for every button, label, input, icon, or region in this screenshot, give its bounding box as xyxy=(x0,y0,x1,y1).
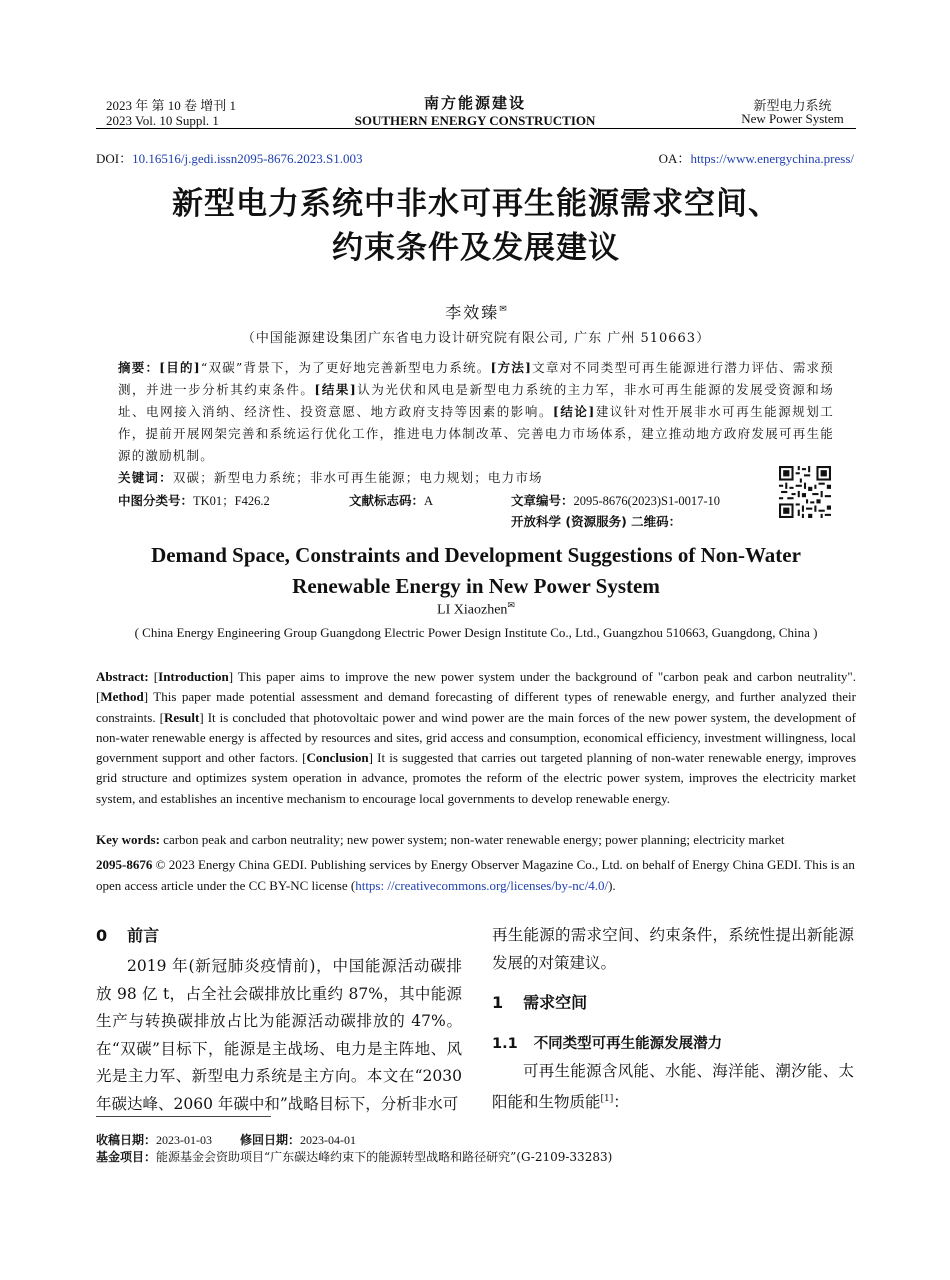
keywords-en-label: Key words: xyxy=(96,832,160,847)
abstract-en-intro: This paper aims to improve the new power system under the background of "carbon peak and carbon neutrality". xyxy=(233,669,856,684)
clc-value: TK01；F426.2 xyxy=(193,494,270,508)
doc-code-label: 文献标志码： xyxy=(349,493,425,508)
abstract-cn-conclusion: 建议针对性开展非水可再生能源规划工作，提前开展网架完善和系统运行优化工作，推进电力体制改革、完善电力市场体系，建立推动地方政府发展可再生能源的激励机制。 xyxy=(118,404,834,463)
received-label: 收稿日期： xyxy=(96,1133,157,1147)
doi-line xyxy=(96,148,363,167)
abstract-cn xyxy=(118,357,834,467)
journal-name-cn: 南方能源建设 xyxy=(423,94,526,112)
title-en-line2: Renewable Energy in New Power System xyxy=(292,574,660,598)
keywords-en xyxy=(96,832,785,848)
author-en xyxy=(96,600,856,619)
article-number xyxy=(511,491,720,509)
abstract-en-label: Abstract: xyxy=(96,669,149,684)
section-1-heading xyxy=(492,990,587,1013)
qr-code[interactable] xyxy=(779,466,831,518)
oa-label: OA： xyxy=(658,151,691,166)
license-note xyxy=(96,854,856,896)
abstract-cn-tag-objective: [目的] xyxy=(159,360,201,375)
page-title-en xyxy=(96,540,856,602)
section-0-paragraph: 2019 年(新冠肺炎疫情前)，中国能源活动碳排放 98 亿 t，占全社会碳排放比重约 87%，其中能源生产与转换碳排放占比为能源活动碳排放的 47%。在“双碳”目标下，能源是主战场、电力是主阵地、风光是主力军、新型电力系统是主方向。本文在“2030 年碳达峰、2060 年碳中和”战略目标下，分析非水可 xyxy=(96,957,462,1113)
footnote-dates xyxy=(96,1131,356,1148)
citation-1[interactable]: [1] xyxy=(600,1093,614,1104)
abstract-en-conclusion: It is suggested that carries out targeted planning of non-water renewable energy, improves grid structure and optimizes system operation in advance, promotes the reform of the electric power system, improves the electricity market system, and establishes an incentive mechanism to encourage local governments to develop renewable energy. xyxy=(96,750,857,806)
author-cn xyxy=(96,300,856,323)
abstract-cn-label: 摘要： xyxy=(118,360,160,375)
license-issn: 2095-8676 xyxy=(96,857,153,872)
subsection-1-1-heading xyxy=(492,1032,722,1053)
clc-label: 中图分类号： xyxy=(118,493,194,508)
section-1-paragraph xyxy=(492,1058,854,1116)
section-0-title: 前言 xyxy=(127,926,160,945)
section-1-text: 可再生能源含风能、水能、海洋能、潮汐能、太阳能和生物质能 xyxy=(492,1062,854,1111)
subsection-1-1-title: 不同类型可再生能源发展潜力 xyxy=(533,1036,723,1052)
license-text-end: ). xyxy=(608,878,616,893)
license-link[interactable]: https: //creativecommons.org/licenses/by-nc/4.0/ xyxy=(355,878,609,893)
affiliation-cn: （中国能源建设集团广东省电力设计研究院有限公司, 广东 广州 510663） xyxy=(241,331,711,346)
abstract-cn-tag-method: [方法] xyxy=(490,360,533,375)
section-0-heading xyxy=(96,923,159,946)
title-cn-line2: 约束条件及发展建议 xyxy=(332,230,620,266)
keywords-cn xyxy=(118,468,543,486)
clc-number xyxy=(118,491,270,509)
oss-qr-label: 开放科学 (资源服务) 二维码： xyxy=(511,514,682,529)
column-name-cn: 新型电力系统 xyxy=(753,98,832,113)
document-code xyxy=(349,491,433,509)
volume-info-cn: 2023 年 第 10 卷 增刊 1 xyxy=(106,98,237,113)
journal-name-en: SOUTHERN ENERGY CONSTRUCTION xyxy=(354,113,596,128)
article-number-value: 2095-8676(2023)S1-0017-10 xyxy=(573,494,721,508)
abstract-en-tag-result: Result xyxy=(163,709,200,725)
section-0-paragraph-continued: 再生能源的需求空间、约束条件，系统性提出新能源发展的对策建议。 xyxy=(492,926,854,972)
abstract-cn-objective: “双碳”背景下，为了更好地完善新型电力系统。 xyxy=(200,360,491,375)
mail-icon-en: ✉ xyxy=(507,600,515,610)
article-number-label: 文章编号： xyxy=(511,493,574,508)
abstract-cn-tag-conclusion: [结论] xyxy=(552,404,596,419)
header-rule xyxy=(96,128,856,129)
section-1-title: 需求空间 xyxy=(523,993,588,1012)
revised-date: 2023-04-01 xyxy=(300,1133,357,1147)
volume-info-en: 2023 Vol. 10 Suppl. 1 xyxy=(106,113,219,128)
footnote-rule xyxy=(96,1116,271,1117)
section-1-number: 1 xyxy=(492,993,504,1012)
affiliation-en: ( China Energy Engineering Group Guangdong Electric Power Design Institute Co., Ltd., Guangzhou 510663, Guangdong, China ) xyxy=(134,625,818,640)
abstract-cn-result: 认为光伏和风电是新型电力系统的主力军，非水可再生能源的发展受资源和场址、电网接入消纳、经济性、投资意愿、地方政府支持等因素的影响。 xyxy=(118,382,834,419)
keywords-cn-value: 双碳；新型电力系统；非水可再生能源；电力规划；电力市场 xyxy=(172,470,543,485)
author-name-en: LI Xiaozhen xyxy=(437,602,508,618)
oa-link[interactable]: https://www.energychina.press/ xyxy=(690,151,854,166)
title-cn-line1: 新型电力系统中非水可再生能源需求空间、 xyxy=(172,186,780,222)
oa-line xyxy=(659,148,854,167)
abstract-en-result: It is concluded that photovoltaic power and wind power are the main forces of the new power system, the development of non-water renewable energy is affected by resources and sites, grid access and consumption, economical efficiency, investment willingness, local government support and other factors. xyxy=(96,709,857,766)
abstract-cn-method: 文章对不同类型可再生能源进行潜力评估、需求预测，并进一步分析其约束条件。 xyxy=(118,360,834,397)
abstract-en-tag-method: Method xyxy=(100,689,144,705)
abstract-en-method: This paper made potential assessment and demand forecasting of different types of renewable energy, and further analyzed their constraints. xyxy=(96,689,856,725)
doc-code-value: A xyxy=(424,494,434,508)
keywords-cn-label: 关键词： xyxy=(118,470,173,485)
page-title-cn xyxy=(96,182,856,270)
subsection-1-1-number: 1.1 xyxy=(492,1036,518,1052)
abstract-en-tag-intro: Introduction xyxy=(158,669,229,684)
fund-text: 能源基金会资助项目“广东碳达峰约束下的能源转型战略和路径研究”(G-2109-33283) xyxy=(156,1150,613,1164)
mail-icon: ✉ xyxy=(499,304,507,315)
title-en-line1: Demand Space, Constraints and Development Suggestions of Non-Water xyxy=(151,543,801,567)
abstract-en-tag-conclusion: Conclusion xyxy=(306,750,369,766)
section-1-text-end: ： xyxy=(613,1092,629,1111)
abstract-en: Abstract: [Introduction] This paper aims to improve the new power system under the background of "carbon peak and carbon neutrality". [Method] This paper made potential assessment and demand forecasting of different types of renewable energy, and further analyzed their constraints. [Result] It is concluded that photovoltaic power and wind power are the main forces of the new power system, the development of non-water renewable energy is affected by resources and sites, grid access and consumption, economical efficiency, investment willingness, local government support and other factors. [Conclusion] It is suggested that carries out targeted planning of non-water renewable energy, improves grid structure and optimizes system operation in advance, promotes the reform of the electric power system, improves the electricity market system, and establishes an incentive mechanism to encourage local governments to develop renewable energy. xyxy=(96,669,857,806)
footnote-fund xyxy=(96,1148,612,1165)
doi-label: DOI： xyxy=(96,151,133,166)
section-0-number: 0 xyxy=(96,926,108,945)
doi-link[interactable]: 10.16516/j.gedi.issn2095-8676.2023.S1.003 xyxy=(132,151,363,166)
received-date: 2023-01-03 xyxy=(156,1133,213,1147)
column-name-en: New Power System xyxy=(741,111,844,126)
revised-label: 修回日期： xyxy=(240,1133,301,1147)
keywords-en-value: carbon peak and carbon neutrality; new power system; non-water renewable energy; power planning; electricity market xyxy=(159,832,785,847)
abstract-cn-tag-result: [结果] xyxy=(314,382,358,397)
author-name-cn: 李效臻 xyxy=(445,303,500,322)
fund-label: 基金项目： xyxy=(96,1150,157,1164)
license-text: © 2023 Energy China GEDI. Publishing services by Energy Observer Magazine Co., Ltd. on behalf of Energy China GEDI. This is an open access article under the CC BY-NC license ( xyxy=(96,857,855,893)
